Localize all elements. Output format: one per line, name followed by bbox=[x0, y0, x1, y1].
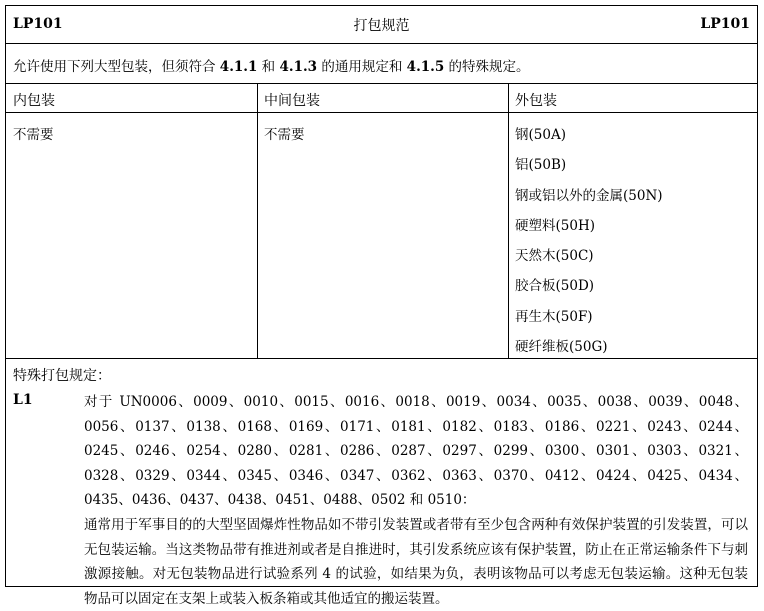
special-provisions-heading: 特殊打包规定： bbox=[13, 368, 111, 384]
outer-packaging-item: 钢或铝以外的金属(50N) bbox=[515, 187, 663, 204]
column-divider bbox=[257, 84, 258, 359]
instruction-code-left: LP101 bbox=[13, 16, 63, 32]
reference-4-1-1: 4.1.1 bbox=[219, 59, 258, 75]
provision-text bbox=[84, 390, 748, 611]
inner-packaging-value: 不需要 bbox=[13, 127, 54, 143]
outer-packaging-item: 天然木(50C) bbox=[515, 248, 594, 265]
column-header-intermediate: 中间包装 bbox=[264, 93, 320, 109]
column-header-outer: 外包装 bbox=[515, 93, 557, 109]
intro-text-part: 的通用规定和 bbox=[317, 59, 407, 75]
outer-packaging-item: 硬纤维板(50G) bbox=[515, 339, 608, 356]
packaging-body-row bbox=[6, 113, 757, 359]
packing-instruction-table bbox=[5, 5, 758, 607]
outer-packaging-list bbox=[515, 123, 663, 365]
column-header-inner: 内包装 bbox=[13, 93, 55, 109]
instruction-code-right: LP101 bbox=[700, 16, 750, 32]
instruction-title: 打包规范 bbox=[353, 18, 410, 34]
intro-text bbox=[13, 55, 530, 75]
outer-packaging-item: 胶合板(50D) bbox=[515, 278, 595, 295]
provision-body: 通常用于军事目的的大型坚固爆炸性物品如不带引发装置或者带有至少包含两种有效保护装置的引发装置，可以无包装运输。当这类物品带有推进剂或者是自推进时，其引发系统应该有保护装置，防止在正常运输条件下与刺激源接触。对无包装物品进行试验系列 4 的试验，如结果为负，表明该物品可以考虑无包装运输。这种无包装物品可以固定在支架上或装入板条箱或其他适宜的搬运装置。 bbox=[84, 516, 748, 607]
intro-row bbox=[6, 44, 757, 84]
header-row bbox=[6, 6, 757, 44]
outer-packaging-item: 钢(50A) bbox=[515, 127, 566, 143]
intermediate-packaging-value: 不需要 bbox=[264, 127, 305, 143]
intro-text-part: 和 bbox=[257, 59, 280, 75]
intro-text-part: 的特殊规定。 bbox=[444, 59, 530, 75]
column-header-row bbox=[6, 84, 757, 113]
special-provisions-section bbox=[6, 359, 757, 607]
provision-code: L1 bbox=[13, 392, 33, 408]
reference-4-1-3: 4.1.3 bbox=[279, 59, 318, 75]
column-divider bbox=[508, 84, 509, 359]
intro-text-part: 允许使用下列大型包装，但须符合 bbox=[13, 59, 220, 75]
outer-packaging-item: 再生木(50F) bbox=[515, 308, 593, 325]
un-number-list: 对于 UN0006、0009、0010、0015、0016、0018、0019、0034、0035、0038、0039、0048、0056、0137、0138、0168、0169、0171、0181、0182、0183、0186、0221、0243、0244、0245、0246、0254、0280、0281、0286、0287、0297、0299、0300、0301、0303、0321、0328、0329、0344、0345、0346、0347、0362、0363、0370、0412、0424、0425、0434、0435、0436、0437、0438、0451、0488、0502 和 0510： bbox=[84, 394, 748, 509]
reference-4-1-5: 4.1.5 bbox=[406, 59, 445, 75]
outer-packaging-item: 铝(50B) bbox=[515, 157, 567, 174]
outer-packaging-item: 硬塑料(50H) bbox=[515, 217, 595, 234]
